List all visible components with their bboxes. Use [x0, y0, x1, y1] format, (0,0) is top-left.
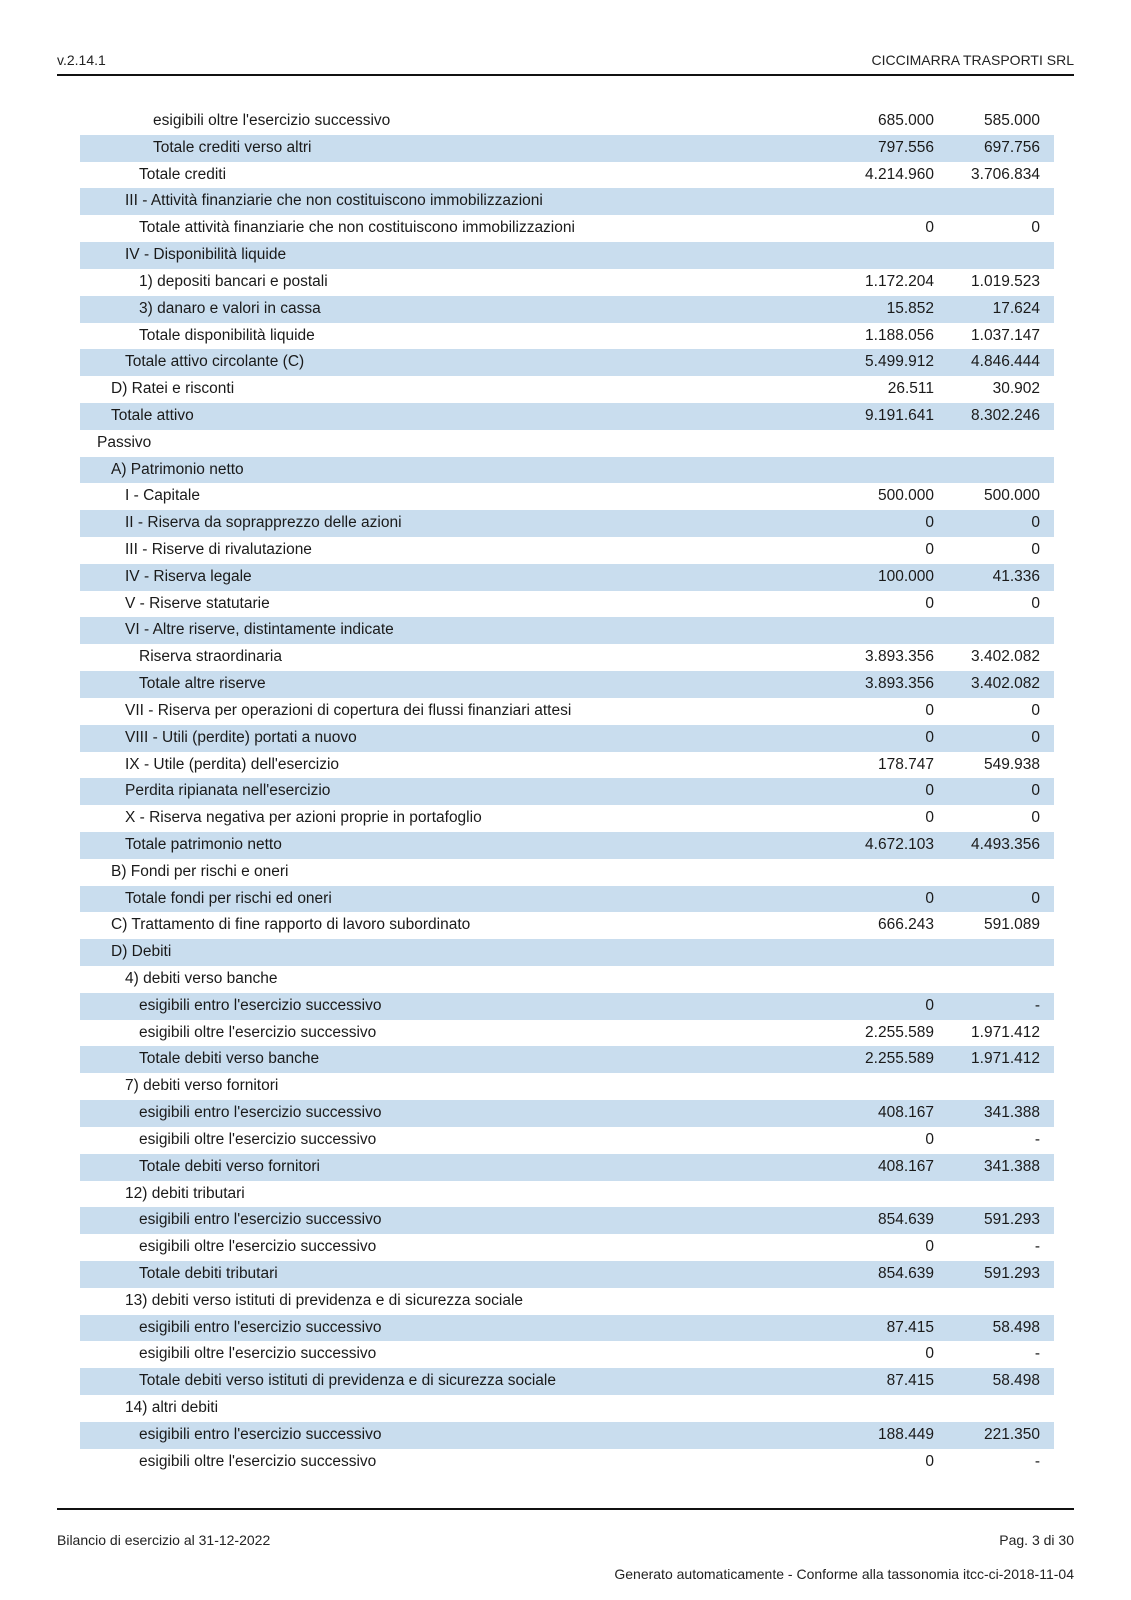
value-current-year: 685.000	[877, 112, 934, 129]
value-previous-year: -	[1034, 1238, 1040, 1256]
row-label: I - Capitale	[125, 487, 200, 505]
table-row	[80, 1100, 1054, 1127]
table-row	[80, 537, 1054, 564]
row-label: Totale debiti verso fornitori	[139, 1157, 320, 1175]
table-row	[80, 1181, 1054, 1208]
table-row	[80, 323, 1054, 350]
value-previous-year: 697.756	[983, 138, 1040, 156]
value-previous-year: 341.388	[983, 1157, 1040, 1175]
table-row	[80, 912, 1054, 939]
table-row	[80, 617, 1054, 644]
value-previous-year: 0	[1031, 219, 1040, 237]
value-current-year: 854.639	[877, 1211, 934, 1229]
row-label: VI - Altre riserve, distintamente indicate	[125, 621, 394, 639]
row-label: IV - Riserva legale	[125, 567, 252, 585]
footer-note: Generato automaticamente - Conforme alla tassonomia itcc-ci-2018-11-04	[614, 1566, 1074, 1582]
footer-divider	[57, 1508, 1074, 1510]
value-previous-year: 0	[1031, 728, 1040, 746]
value-current-year: 854.639	[877, 1264, 934, 1282]
value-current-year: 3.893.356	[865, 675, 934, 693]
row-label: esigibili oltre l'esercizio successivo	[153, 112, 391, 129]
table-row	[80, 752, 1054, 779]
row-label: 4) debiti verso banche	[125, 970, 278, 987]
row-label: Riserva straordinaria	[139, 648, 282, 666]
row-label: esigibili entro l'esercizio successivo	[139, 996, 382, 1014]
company-name: CICCIMARRA TRASPORTI SRL	[871, 52, 1074, 68]
value-previous-year: -	[1034, 1345, 1040, 1363]
row-label: 7) debiti verso fornitori	[125, 1077, 279, 1095]
table-row	[80, 966, 1054, 993]
row-label: esigibili entro l'esercizio successivo	[139, 1211, 382, 1229]
row-label: Totale crediti verso altri	[153, 138, 312, 156]
row-label: 14) altri debiti	[125, 1399, 219, 1416]
balance-sheet-table	[80, 108, 1054, 1475]
value-current-year: 408.167	[877, 1104, 934, 1122]
value-current-year: 0	[925, 809, 934, 827]
row-label: X - Riserva negativa per azioni proprie in portafoglio	[125, 809, 482, 827]
value-current-year: 178.747	[877, 755, 934, 773]
row-label: Totale debiti tributari	[139, 1264, 278, 1282]
row-label: esigibili oltre l'esercizio successivo	[139, 1023, 377, 1041]
row-label: esigibili oltre l'esercizio successivo	[139, 1345, 377, 1363]
table-row	[80, 1127, 1054, 1154]
value-previous-year: 585.000	[983, 112, 1040, 129]
table-row	[80, 296, 1054, 323]
value-current-year: 0	[925, 1345, 934, 1363]
row-label: A) Patrimonio netto	[111, 460, 244, 478]
value-current-year: 666.243	[877, 916, 934, 934]
value-current-year: 0	[925, 1130, 934, 1148]
value-current-year: 0	[925, 219, 934, 237]
table-row	[80, 349, 1054, 376]
row-label: esigibili oltre l'esercizio successivo	[139, 1130, 377, 1148]
value-previous-year: 3.402.082	[971, 675, 1040, 693]
table-row	[80, 430, 1054, 457]
row-label: Passivo	[97, 433, 152, 451]
value-current-year: 1.188.056	[865, 326, 934, 344]
row-label: Totale debiti verso istituti di previdenza e di sicurezza sociale	[139, 1372, 556, 1390]
table-row	[80, 135, 1054, 162]
value-current-year: 9.191.641	[865, 406, 934, 424]
table-row	[80, 510, 1054, 537]
row-label: IV - Disponibilità liquide	[125, 246, 287, 264]
value-previous-year: 0	[1031, 541, 1040, 558]
value-current-year: 0	[925, 1238, 934, 1256]
row-label: III - Riserve di rivalutazione	[125, 541, 312, 558]
value-previous-year: 591.293	[983, 1264, 1040, 1282]
table-row	[80, 1422, 1054, 1449]
value-current-year: 15.852	[886, 299, 934, 317]
value-previous-year: -	[1034, 996, 1040, 1014]
table-row	[80, 1020, 1054, 1047]
row-label: VIII - Utili (perdite) portati a nuovo	[125, 728, 357, 746]
value-current-year: 100.000	[877, 567, 934, 585]
value-previous-year: 1.019.523	[971, 272, 1040, 290]
value-previous-year: 0	[1031, 809, 1040, 827]
value-current-year: 500.000	[877, 487, 934, 505]
table-row	[80, 805, 1054, 832]
value-previous-year: 1.037.147	[971, 326, 1040, 344]
value-previous-year: 3.402.082	[971, 648, 1040, 666]
page-header	[57, 52, 1074, 72]
value-previous-year: 549.938	[983, 755, 1040, 773]
table-row	[80, 939, 1054, 966]
row-label: D) Ratei e risconti	[111, 380, 235, 398]
table-row	[80, 591, 1054, 618]
value-previous-year: 0	[1031, 701, 1040, 719]
row-label: 13) debiti verso istituti di previdenza e di sicurezza sociale	[125, 1291, 524, 1309]
value-previous-year: 591.293	[983, 1211, 1040, 1229]
value-current-year: 0	[925, 541, 934, 558]
footer-title: Bilancio di esercizio al 31-12-2022	[57, 1532, 271, 1548]
table-row	[80, 1315, 1054, 1342]
table-row	[80, 269, 1054, 296]
row-label: Totale altre riserve	[139, 675, 266, 693]
row-label: esigibili entro l'esercizio successivo	[139, 1104, 382, 1122]
table-row	[80, 886, 1054, 913]
table-row	[80, 215, 1054, 242]
row-label: IX - Utile (perdita) dell'esercizio	[125, 755, 340, 773]
table-row	[80, 832, 1054, 859]
value-previous-year: 0	[1031, 889, 1040, 907]
table-row	[80, 1449, 1054, 1476]
version-label: v.2.14.1	[57, 52, 106, 68]
row-label: 12) debiti tributari	[125, 1184, 245, 1202]
table-row	[80, 698, 1054, 725]
row-label: 1) depositi bancari e postali	[139, 272, 328, 290]
table-row	[80, 644, 1054, 671]
table-row	[80, 1288, 1054, 1315]
value-current-year: 408.167	[877, 1157, 934, 1175]
table-row	[80, 1261, 1054, 1288]
table-row	[80, 457, 1054, 484]
value-current-year: 3.893.356	[865, 648, 934, 666]
value-current-year: 2.255.589	[865, 1023, 934, 1041]
value-current-year: 0	[925, 1452, 934, 1470]
row-label: Totale patrimonio netto	[125, 835, 282, 853]
row-label: II - Riserva da soprapprezzo delle azioni	[125, 514, 402, 532]
table-row	[80, 483, 1054, 510]
table-row	[80, 778, 1054, 805]
table-row	[80, 993, 1054, 1020]
row-label: VII - Riserva per operazioni di copertura dei flussi finanziari attesi	[125, 701, 572, 719]
row-label: esigibili oltre l'esercizio successivo	[139, 1452, 377, 1470]
value-previous-year: -	[1034, 1130, 1040, 1148]
value-previous-year: 500.000	[983, 487, 1040, 505]
value-current-year: 4.672.103	[865, 835, 934, 853]
value-previous-year: 17.624	[992, 299, 1040, 317]
value-current-year: 0	[925, 701, 934, 719]
value-previous-year: 0	[1031, 594, 1040, 612]
value-current-year: 797.556	[877, 138, 934, 156]
table-row	[80, 1341, 1054, 1368]
table-row	[80, 1207, 1054, 1234]
value-current-year: 0	[925, 889, 934, 907]
table-row	[80, 1073, 1054, 1100]
table-row	[80, 242, 1054, 269]
row-label: Totale attivo circolante (C)	[125, 353, 305, 371]
row-label: B) Fondi per rischi e oneri	[111, 862, 289, 880]
value-previous-year: 591.089	[983, 916, 1040, 934]
value-previous-year: 221.350	[983, 1425, 1040, 1443]
table-row	[80, 859, 1054, 886]
value-previous-year: 58.498	[992, 1318, 1040, 1336]
table-row	[80, 162, 1054, 189]
value-previous-year: 3.706.834	[971, 165, 1040, 183]
row-label: Totale attivo	[111, 406, 194, 424]
table-row	[80, 1154, 1054, 1181]
row-label: esigibili entro l'esercizio successivo	[139, 1425, 382, 1443]
table-row	[80, 671, 1054, 698]
value-previous-year: 30.902	[992, 380, 1040, 398]
table-row	[80, 108, 1054, 135]
value-current-year: 5.499.912	[865, 353, 934, 371]
row-label: esigibili oltre l'esercizio successivo	[139, 1238, 377, 1256]
value-previous-year: 1.971.412	[971, 1023, 1040, 1041]
value-current-year: 87.415	[886, 1318, 934, 1336]
value-current-year: 0	[925, 594, 934, 612]
row-label: Totale disponibilità liquide	[139, 326, 315, 344]
value-previous-year: -	[1034, 1452, 1040, 1470]
row-label: III - Attività finanziarie che non costituiscono immobilizzazioni	[125, 192, 543, 210]
value-current-year: 0	[925, 514, 934, 532]
value-current-year: 2.255.589	[865, 1050, 934, 1068]
value-current-year: 0	[925, 996, 934, 1014]
value-previous-year: 58.498	[992, 1372, 1040, 1390]
value-previous-year: 341.388	[983, 1104, 1040, 1122]
row-label: Totale fondi per rischi ed oneri	[125, 889, 332, 907]
row-label: Totale crediti	[139, 165, 227, 183]
table-row	[80, 725, 1054, 752]
table-row	[80, 188, 1054, 215]
value-current-year: 0	[925, 728, 934, 746]
table-row	[80, 1234, 1054, 1261]
header-divider	[57, 74, 1074, 76]
table-row	[80, 403, 1054, 430]
row-label: V - Riserve statutarie	[125, 594, 270, 612]
row-label: C) Trattamento di fine rapporto di lavoro subordinato	[111, 916, 471, 934]
value-previous-year: 4.846.444	[971, 353, 1040, 371]
table-row	[80, 1395, 1054, 1422]
table-row	[80, 564, 1054, 591]
value-previous-year: 4.493.356	[971, 835, 1040, 853]
value-previous-year: 0	[1031, 782, 1040, 800]
value-previous-year: 0	[1031, 514, 1040, 532]
row-label: 3) danaro e valori in cassa	[139, 299, 321, 317]
row-label: D) Debiti	[111, 943, 172, 961]
value-previous-year: 41.336	[992, 567, 1040, 585]
row-label: Totale attività finanziarie che non costituiscono immobilizzazioni	[139, 219, 575, 237]
table-row	[80, 1046, 1054, 1073]
row-label: Totale debiti verso banche	[139, 1050, 320, 1068]
table-row	[80, 376, 1054, 403]
table-row	[80, 1368, 1054, 1395]
value-current-year: 87.415	[886, 1372, 934, 1390]
page-number: Pag. 3 di 30	[999, 1532, 1074, 1548]
value-previous-year: 1.971.412	[971, 1050, 1040, 1068]
value-current-year: 4.214.960	[865, 165, 934, 183]
value-current-year: 188.449	[877, 1425, 934, 1443]
value-current-year: 0	[925, 782, 934, 800]
row-label: Perdita ripianata nell'esercizio	[125, 782, 331, 800]
value-current-year: 1.172.204	[865, 272, 934, 290]
row-label: esigibili entro l'esercizio successivo	[139, 1318, 382, 1336]
value-previous-year: 8.302.246	[971, 406, 1040, 424]
value-current-year: 26.511	[887, 380, 934, 398]
